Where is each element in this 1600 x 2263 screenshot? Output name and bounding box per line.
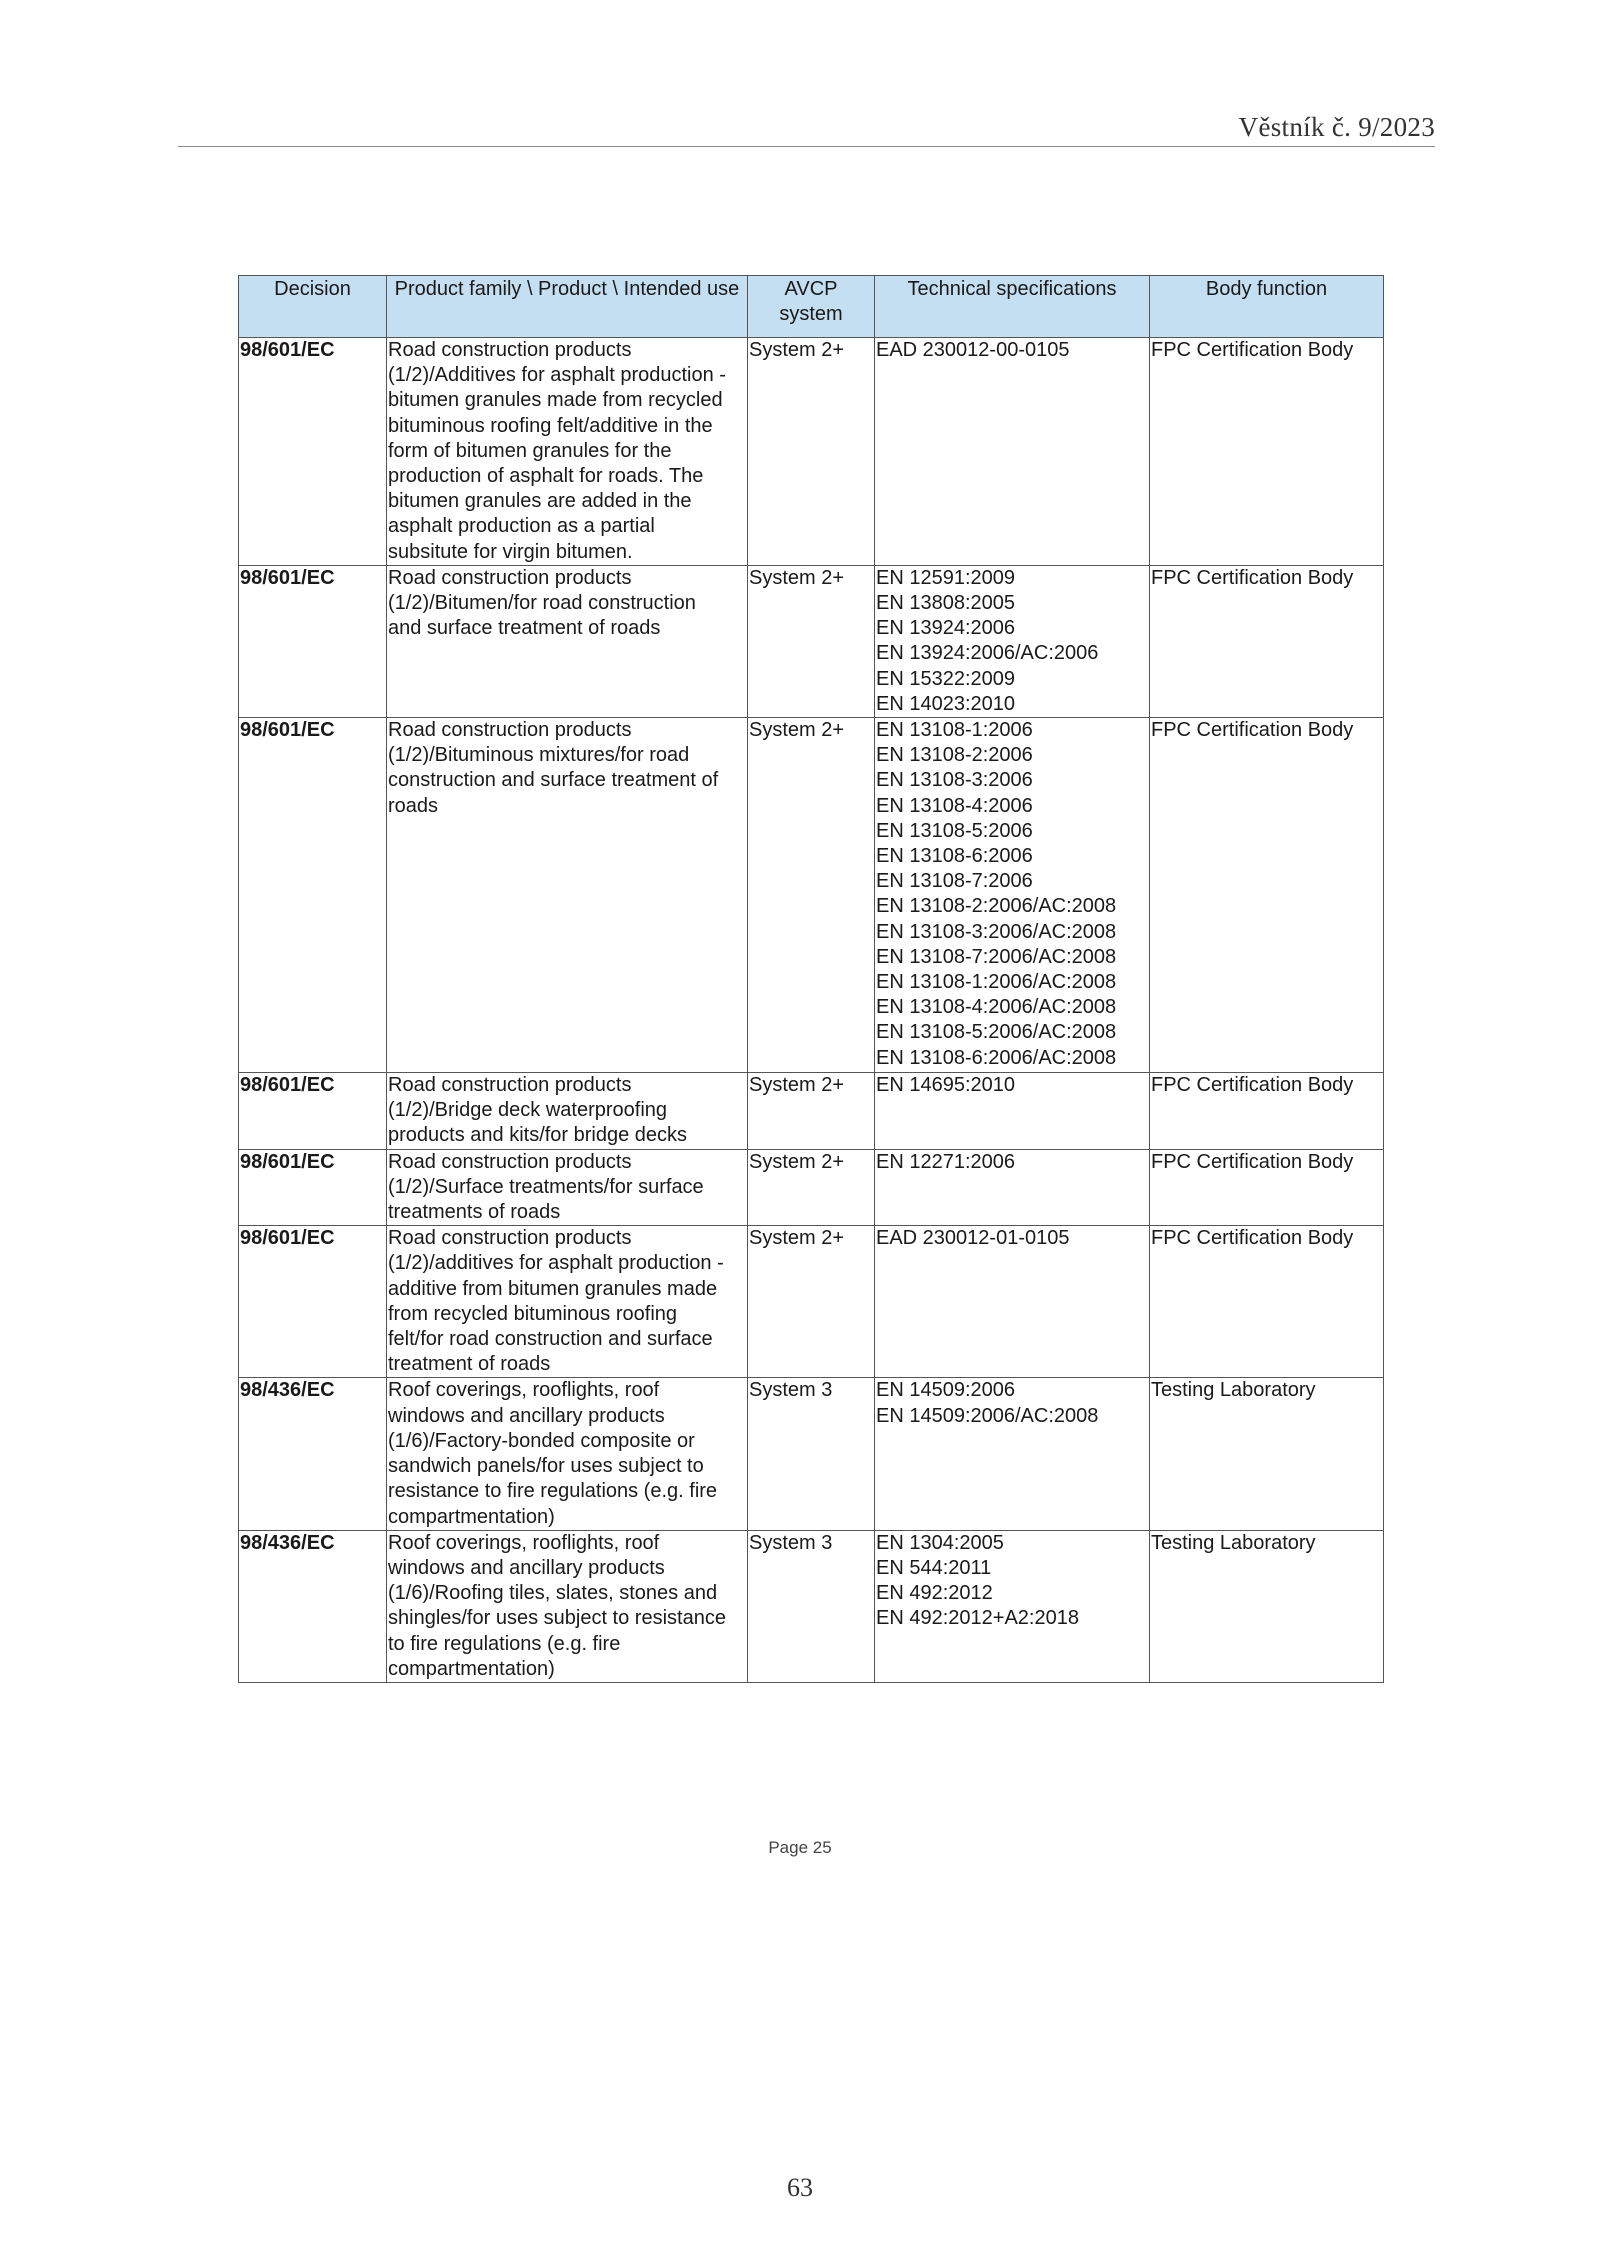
cell-product: [387, 1149, 748, 1226]
col-header-product: Product family \ Product \ Intended use: [387, 276, 748, 338]
cell-product: [387, 1378, 748, 1530]
spec-line: EN 15322:2009: [876, 667, 1016, 690]
cell-decision: 98/436/EC: [239, 1530, 387, 1682]
table-row: [239, 1226, 1384, 1378]
spec-line: EN 13108-6:2006: [876, 845, 1033, 868]
spec-line: EN 13808:2005: [876, 592, 1016, 615]
table-row: [239, 1073, 1384, 1150]
spec-line: EN 14509:2006/AC:2008: [876, 1404, 1099, 1427]
table-header-row: [239, 276, 1384, 338]
product-line: compartmentation): [388, 1657, 555, 1680]
cell-decision: 98/601/EC: [239, 338, 387, 566]
cell-avcp: System 2+: [748, 1073, 875, 1150]
spec-line: EN 13108-1:2006: [876, 719, 1033, 742]
cell-specs: [875, 718, 1150, 1073]
product-line: sandwich panels/for uses subject to: [388, 1455, 704, 1478]
cell-body-function: Testing Laboratory: [1150, 1530, 1384, 1682]
spec-line: EN 13108-4:2006: [876, 794, 1033, 817]
spec-line: EN 12591:2009: [876, 566, 1016, 589]
cell-specs: [875, 1530, 1150, 1682]
spec-line: EN 13108-3:2006: [876, 769, 1033, 792]
spec-line: EN 13108-5:2006: [876, 819, 1033, 842]
spec-line: EN 13108-4:2006/AC:2008: [876, 996, 1117, 1019]
page-label: Page 25: [768, 1838, 832, 1857]
spec-line: EN 13108-6:2006/AC:2008: [876, 1046, 1117, 1069]
running-header: Věstník č. 9/2023: [1238, 112, 1435, 142]
cell-avcp: System 2+: [748, 1226, 875, 1378]
product-line: Road construction products: [388, 1227, 632, 1250]
product-line: products and kits/for bridge decks: [388, 1124, 688, 1147]
spec-line: EN 14509:2006: [876, 1379, 1016, 1402]
table-row: [239, 1149, 1384, 1226]
spec-line: EN 492:2012+A2:2018: [876, 1607, 1079, 1630]
cell-avcp: System 2+: [748, 718, 875, 1073]
cell-body-function: FPC Certification Body: [1150, 1149, 1384, 1226]
cell-avcp: System 3: [748, 1530, 875, 1682]
cell-specs: [875, 1073, 1150, 1150]
product-line: roads: [388, 794, 439, 817]
cell-specs: [875, 1149, 1150, 1226]
cell-specs: [875, 565, 1150, 717]
spec-line: EN 13108-5:2006/AC:2008: [876, 1021, 1117, 1044]
cell-decision: 98/601/EC: [239, 1149, 387, 1226]
header-rule: [178, 146, 1435, 147]
product-line: Road construction products: [388, 339, 632, 361]
cell-specs: [875, 1378, 1150, 1530]
product-line: (1/6)/Roofing tiles, slates, stones and: [388, 1582, 718, 1605]
product-line: Road construction products: [388, 719, 632, 742]
product-line: Road construction products: [388, 1074, 632, 1097]
product-line: Roof coverings, rooflights, roof: [388, 1379, 660, 1402]
product-line: Road construction products: [388, 1150, 632, 1173]
spec-line: EN 492:2012: [876, 1582, 993, 1605]
cell-product: [387, 338, 748, 566]
spec-line: EN 13924:2006: [876, 617, 1016, 640]
cell-decision: 98/601/EC: [239, 718, 387, 1073]
spec-line: EN 13108-3:2006/AC:2008: [876, 920, 1117, 943]
product-line: Roof coverings, rooflights, roof: [388, 1531, 660, 1554]
product-line: and surface treatment of roads: [388, 617, 661, 640]
spec-line: EN 13108-7:2006/AC:2008: [876, 945, 1117, 968]
product-line: subsitute for virgin bitumen.: [388, 540, 633, 563]
product-line: form of bitumen granules for the: [388, 439, 672, 462]
product-line: asphalt production as a partial: [388, 515, 655, 538]
spec-line: EN 544:2011: [876, 1556, 992, 1579]
product-line: production of asphalt for roads. The: [388, 465, 704, 488]
product-line: (1/2)/Bituminous mixtures/for road: [388, 744, 690, 767]
product-line: bitumen granules are added in the: [388, 490, 692, 513]
cell-specs: [875, 1226, 1150, 1378]
cell-decision: 98/601/EC: [239, 1073, 387, 1150]
product-line: (1/2)/Bridge deck waterproofing: [388, 1099, 668, 1122]
product-line: Road construction products: [388, 566, 632, 589]
spec-line: EAD 230012-00-0105: [876, 339, 1070, 361]
spec-line: EN 13108-7:2006: [876, 870, 1033, 893]
product-line: compartmentation): [388, 1505, 555, 1528]
product-line: from recycled bituminous roofing: [388, 1302, 678, 1325]
cell-specs: [875, 338, 1150, 566]
cell-body-function: FPC Certification Body: [1150, 338, 1384, 566]
spec-line: EN 13924:2006/AC:2006: [876, 642, 1099, 665]
cell-product: [387, 1073, 748, 1150]
table-row: [239, 1378, 1384, 1530]
cell-body-function: FPC Certification Body: [1150, 565, 1384, 717]
table-body: [239, 338, 1384, 1683]
col-header-decision: Decision: [239, 276, 387, 338]
product-line: windows and ancillary products: [388, 1556, 665, 1579]
cell-product: [387, 1530, 748, 1682]
cell-body-function: Testing Laboratory: [1150, 1378, 1384, 1530]
table-row: [239, 718, 1384, 1073]
product-line: (1/2)/Surface treatments/for surface: [388, 1175, 704, 1198]
cell-decision: 98/601/EC: [239, 565, 387, 717]
cell-decision: 98/436/EC: [239, 1378, 387, 1530]
product-line: shingles/for uses subject to resistance: [388, 1607, 726, 1630]
cell-avcp: System 2+: [748, 338, 875, 566]
product-line: (1/6)/Factory-bonded composite or: [388, 1429, 695, 1452]
page-number: 63: [787, 2173, 813, 2202]
product-line: treatments of roads: [388, 1201, 561, 1224]
product-line: bitumen granules made from recycled: [388, 389, 723, 412]
cell-product: [387, 718, 748, 1073]
product-line: (1/2)/Bitumen/for road construction: [388, 592, 696, 615]
product-line: additive from bitumen granules made: [388, 1277, 718, 1300]
product-line: to fire regulations (e.g. fire: [388, 1632, 621, 1655]
product-line: windows and ancillary products: [388, 1404, 665, 1427]
product-line: bituminous roofing felt/additive in the: [388, 414, 713, 437]
cell-avcp: System 2+: [748, 565, 875, 717]
col-header-specs: Technical specifications: [875, 276, 1150, 338]
cell-avcp: System 3: [748, 1378, 875, 1530]
col-header-body: Body function: [1150, 276, 1384, 338]
table-row: [239, 1530, 1384, 1682]
spec-line: EN 14695:2010: [876, 1074, 1016, 1097]
spec-line: EN 12271:2006: [876, 1150, 1016, 1173]
product-line: felt/for road construction and surface: [388, 1328, 713, 1351]
cell-decision: 98/601/EC: [239, 1226, 387, 1378]
cell-body-function: FPC Certification Body: [1150, 1073, 1384, 1150]
spec-line: EN 14023:2010: [876, 692, 1016, 715]
spec-line: EAD 230012-01-0105: [876, 1227, 1070, 1250]
spec-table: [238, 275, 1384, 1683]
cell-product: [387, 1226, 748, 1378]
cell-body-function: FPC Certification Body: [1150, 718, 1384, 1073]
cell-body-function: FPC Certification Body: [1150, 1226, 1384, 1378]
table-row: [239, 338, 1384, 566]
table-row: [239, 565, 1384, 717]
spec-line: EN 13108-1:2006/AC:2008: [876, 971, 1117, 994]
product-line: (1/2)/additives for asphalt production -: [388, 1252, 724, 1275]
col-header-avcp: AVCP system: [748, 276, 875, 338]
cell-avcp: System 2+: [748, 1149, 875, 1226]
product-line: resistance to fire regulations (e.g. fire: [388, 1480, 718, 1503]
product-line: construction and surface treatment of: [388, 769, 719, 792]
cell-product: [387, 565, 748, 717]
product-line: treatment of roads: [388, 1353, 551, 1376]
spec-line: EN 1304:2005: [876, 1531, 1004, 1554]
spec-line: EN 13108-2:2006: [876, 744, 1033, 767]
spec-line: EN 13108-2:2006/AC:2008: [876, 895, 1117, 918]
product-line: (1/2)/Additives for asphalt production -: [388, 364, 726, 387]
